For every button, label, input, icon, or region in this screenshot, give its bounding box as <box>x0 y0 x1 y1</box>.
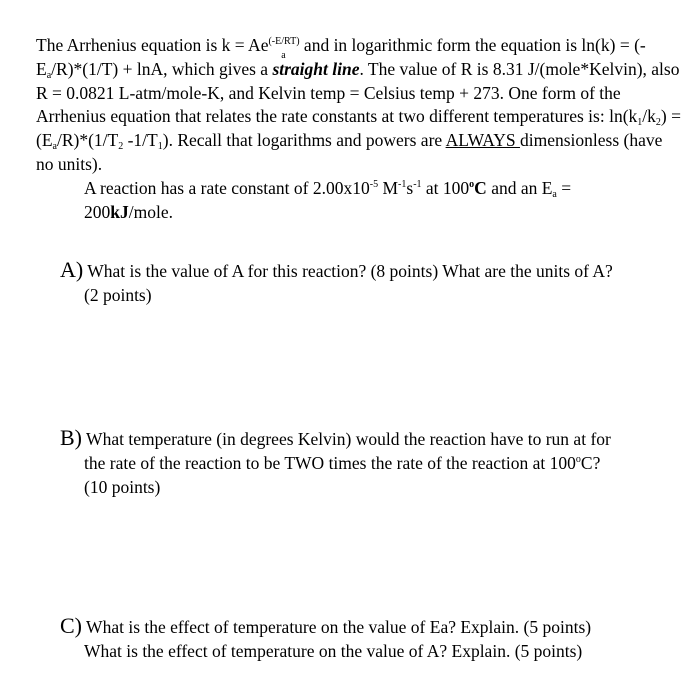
question-text: What is the value of A for this reaction? (8 points) What are the units of A? <box>83 261 613 281</box>
exponent: -1 <box>398 179 407 190</box>
subscript: 2 <box>655 117 661 129</box>
problem-statement <box>84 177 644 225</box>
problem-text: A reaction has a rate constant of 2.00x10 <box>84 178 370 198</box>
problem-text: and an E <box>486 178 553 198</box>
question-text: the rate of the reaction to be TWO times the rate of the reaction at 100 <box>84 452 576 473</box>
intro-text: ). Recall that logarithms and powers are <box>162 130 446 151</box>
question-b <box>60 426 680 499</box>
problem-text: /mole. <box>128 201 173 222</box>
intro-text: ) = (E <box>36 106 681 151</box>
intro-text: /k <box>642 106 656 127</box>
intro-text: The Arrhenius equation is k = Ae <box>36 35 269 55</box>
question-letter: C) <box>60 613 82 638</box>
intro-text: /R)*(1/T) + lnA, which gives a <box>51 58 273 79</box>
question-a <box>60 258 680 308</box>
question-text: (10 points) <box>84 476 161 497</box>
problem-text: s <box>406 178 414 198</box>
energy-unit: kJ <box>110 201 129 222</box>
subscript: a <box>52 141 57 153</box>
intro-text: and in logarithmic form the equation is ln(k) = (-E <box>36 35 646 79</box>
exponent: -5 <box>369 179 379 190</box>
exponent: -1 <box>413 179 422 190</box>
intro-paragraph <box>36 34 681 177</box>
question-text: What is the effect of temperature on the value of A? Explain. (5 points) <box>84 640 583 661</box>
problem-text: = 200 <box>84 178 572 222</box>
problem-text: M <box>378 178 399 198</box>
problem-text: at 100 <box>421 178 470 198</box>
degree-symbol: o <box>469 179 475 190</box>
exponent-text: /RT) <box>281 36 300 47</box>
question-letter: B) <box>60 425 82 450</box>
celsius-unit: C <box>474 178 487 198</box>
question-text: What temperature (in degrees Kelvin) would the reaction have to run at for <box>82 429 611 449</box>
question-c <box>60 614 680 664</box>
emphasis-text: straight line <box>272 58 360 79</box>
underlined-text: ALWAYS <box>445 130 520 151</box>
intro-text: dimensionless (have no units). <box>36 130 663 174</box>
question-line <box>60 452 680 476</box>
subscript: 1 <box>157 141 163 153</box>
subscript: 2 <box>118 141 124 153</box>
degree-symbol: o <box>575 453 581 465</box>
intro-text: -1/T <box>123 130 158 151</box>
exponent: (-E a /RT) <box>268 36 300 61</box>
subscript: a <box>552 189 557 200</box>
question-text: What is the effect of temperature on the value of Ea? Explain. (5 points) <box>82 617 592 637</box>
subscript: a <box>46 69 52 81</box>
intro-text: /R)*(1/T <box>56 130 119 151</box>
subscript: 1 <box>637 117 643 129</box>
question-text: C? <box>580 452 601 473</box>
question-text: (2 points) <box>84 284 152 305</box>
intro-text: . The value of R is 8.31 J/(mole*Kelvin), also R = 0.0821 L-atm/mole-K, and Kelvin temp = Celsius temp + 273. One form of the Arrhenius equation that relates the rate constants at two different temperatures is: ln(k <box>36 58 680 127</box>
question-letter: A) <box>60 257 84 282</box>
exponent-text: (-E <box>268 36 282 47</box>
